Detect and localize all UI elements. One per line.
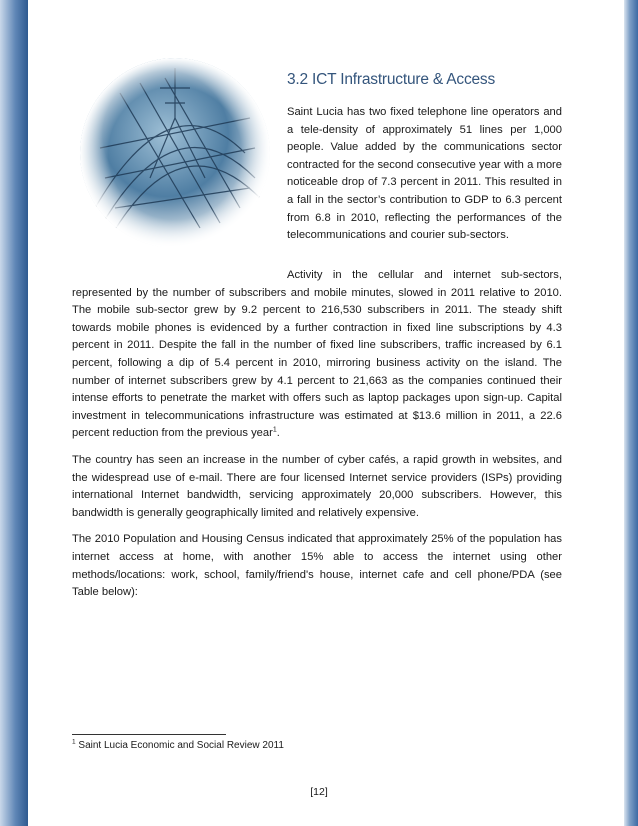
footnote-text: Saint Lucia Economic and Social Review 2011	[75, 740, 284, 751]
footnote-separator	[72, 734, 226, 735]
footnote-reference: 1	[272, 426, 277, 434]
body-text	[72, 267, 562, 611]
page-number: [12]	[310, 786, 328, 798]
right-decorative-bar	[624, 0, 638, 826]
paragraph-cellular-internet	[72, 267, 562, 443]
section-heading: 3.2 ICT Infrastructure & Access	[287, 71, 496, 88]
paragraph-census: The 2010 Population and Housing Census indicated that approximately 25% of the population has internet access at home, with another 15% able to access the internet using other methods/locations: work, school, family/friend's house, internet cafe and cell phone/PDA (see Table below):	[72, 533, 562, 599]
footnote	[72, 740, 284, 751]
footnote-marker: 1	[72, 738, 76, 746]
intro-paragraph: Saint Lucia has two fixed telephone line operators and a tele-density of approximately 51 lines per 1,000 people. Value added by the communications sector contracted for the second consecutive year with a more noticeable drop of 7.3 percent in 2011. This resulted in a fall in the sector’s contribution to GDP to 6.3 percent from 6.8 in 2010, reflecting the performances of the telecommunications and courier sub-sectors.	[287, 106, 562, 242]
intro-column	[287, 104, 562, 245]
paragraph-cyber-cafes: The country has seen an increase in the number of cyber cafés, a rapid growth in websites, and the widespread use of e-mail. There are four licensed Internet service providers (ISPs) providing international Internet bandwidth, servicing approximately 20,000 subscribers. However, this bandwidth is generally geographically limited and relatively expensive.	[72, 453, 562, 519]
paragraph-cellular-internet-text: Activity in the cellular and internet sub-sectors, represented by the number of subscribers and mobile minutes, slowed in 2011 relative to 2010. The mobile sub-sector grew by 9.2 percent to 216,530 subscribers in 2011. The steady shift towards mobile phones is evidenced by a further contraction in fixed line subscriptions by 4.3 percent in 2011. Despite the fall in the number of fixed line subscribers, traffic increased by 6.1 percent, following a dip of 5.4 percent in 2010, mirroring business activity on the island. The number of internet subscribers grew by 4.1 percent to 21,663 as the companies continued their intense efforts to penetrate the market with offers such as laptop packages upon sign-up. Capital investment in telecommunications infrastructure was estimated at $13.6 million in 2011, a 22.6 percent reduction from the previous year	[72, 269, 562, 440]
left-decorative-bar	[0, 0, 28, 826]
satellite-dish-illustration	[80, 58, 270, 248]
satellite-dish-photo	[80, 58, 270, 248]
paragraph-end-period: .	[276, 427, 280, 440]
